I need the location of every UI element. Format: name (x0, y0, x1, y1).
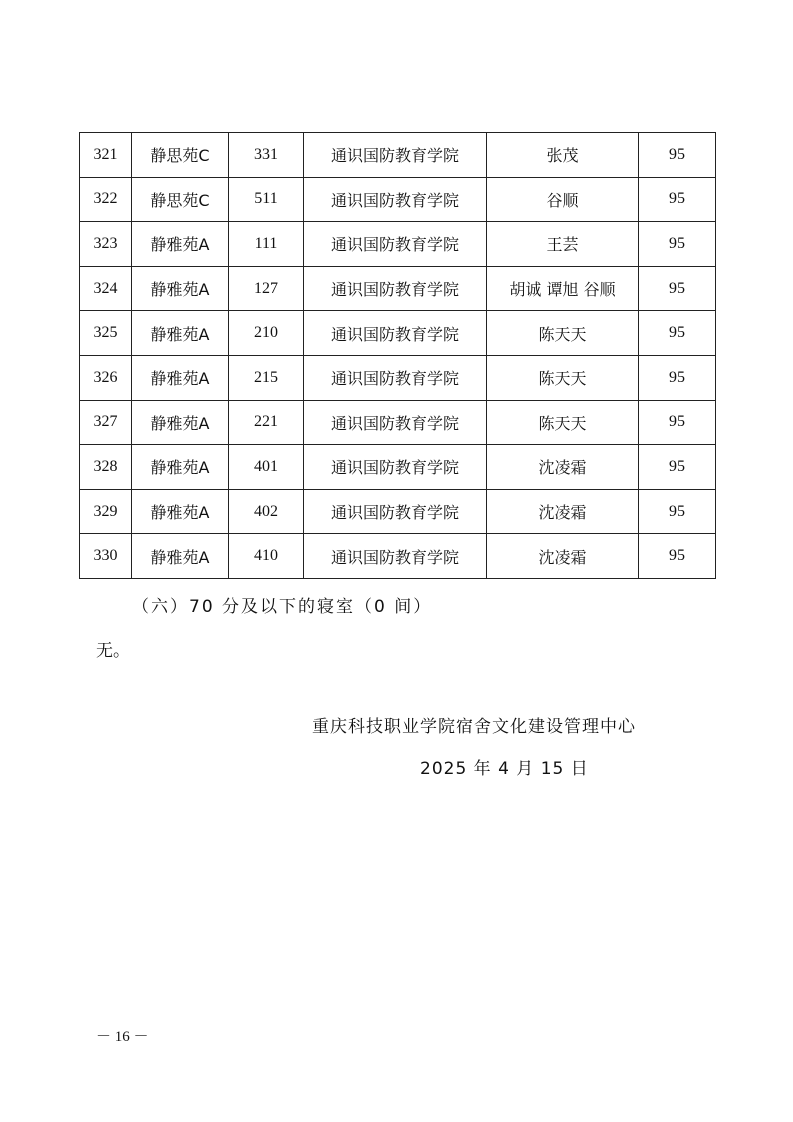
college-cell: 通识国防教育学院 (304, 311, 487, 356)
row-number-cell: 329 (80, 489, 132, 534)
row-number-cell: 322 (80, 177, 132, 222)
person-cell: 陈天天 (487, 400, 639, 445)
row-number-cell: 323 (80, 222, 132, 267)
college-cell: 通识国防教育学院 (304, 266, 487, 311)
person-cell: 陈天天 (487, 311, 639, 356)
score-cell: 95 (639, 489, 716, 534)
signature-organization: 重庆科技职业学院宿舍文化建设管理中心 (312, 717, 636, 737)
person-cell: 张茂 (487, 133, 639, 178)
score-cell: 95 (639, 177, 716, 222)
room-number-cell: 111 (229, 222, 304, 267)
college-cell: 通识国防教育学院 (304, 489, 487, 534)
college-cell: 通识国防教育学院 (304, 133, 487, 178)
row-number-cell: 326 (80, 355, 132, 400)
signature-date: 2025 年 4 月 15 日 (420, 759, 589, 779)
building-cell: 静思苑C (132, 133, 229, 178)
room-number-cell: 410 (229, 534, 304, 579)
table-row (80, 222, 716, 267)
person-cell: 沈凌霜 (487, 445, 639, 490)
college-cell: 通识国防教育学院 (304, 177, 487, 222)
room-number-cell: 215 (229, 355, 304, 400)
row-number-cell: 330 (80, 534, 132, 579)
room-number-cell: 402 (229, 489, 304, 534)
dormitory-score-table (79, 132, 716, 579)
table-row (80, 489, 716, 534)
score-cell: 95 (639, 534, 716, 579)
score-cell: 95 (639, 222, 716, 267)
row-number-cell: 324 (80, 266, 132, 311)
table-row (80, 266, 716, 311)
table-row (80, 311, 716, 356)
table-row (80, 400, 716, 445)
score-cell: 95 (639, 133, 716, 178)
room-number-cell: 221 (229, 400, 304, 445)
building-cell: 静雅苑A (132, 355, 229, 400)
score-cell: 95 (639, 400, 716, 445)
room-number-cell: 127 (229, 266, 304, 311)
building-cell: 静雅苑A (132, 445, 229, 490)
room-number-cell: 210 (229, 311, 304, 356)
college-cell: 通识国防教育学院 (304, 355, 487, 400)
person-cell: 沈凌霜 (487, 489, 639, 534)
building-cell: 静雅苑A (132, 222, 229, 267)
row-number-cell: 325 (80, 311, 132, 356)
table-row (80, 445, 716, 490)
row-number-cell: 327 (80, 400, 132, 445)
row-number-cell: 328 (80, 445, 132, 490)
score-cell: 95 (639, 311, 716, 356)
person-cell: 谷顺 (487, 177, 639, 222)
person-cell: 沈凌霜 (487, 534, 639, 579)
score-cell: 95 (639, 266, 716, 311)
table-row (80, 355, 716, 400)
table-row (80, 534, 716, 579)
building-cell: 静雅苑A (132, 266, 229, 311)
room-number-cell: 511 (229, 177, 304, 222)
building-cell: 静雅苑A (132, 489, 229, 534)
building-cell: 静雅苑A (132, 311, 229, 356)
score-cell: 95 (639, 445, 716, 490)
table-row (80, 133, 716, 178)
room-number-cell: 401 (229, 445, 304, 490)
building-cell: 静雅苑A (132, 400, 229, 445)
page-number: － 16 － (96, 1029, 149, 1045)
row-number-cell: 321 (80, 133, 132, 178)
building-cell: 静雅苑A (132, 534, 229, 579)
college-cell: 通识国防教育学院 (304, 222, 487, 267)
room-number-cell: 331 (229, 133, 304, 178)
college-cell: 通识国防教育学院 (304, 400, 487, 445)
college-cell: 通识国防教育学院 (304, 534, 487, 579)
building-cell: 静思苑C (132, 177, 229, 222)
score-cell: 95 (639, 355, 716, 400)
person-cell: 王芸 (487, 222, 639, 267)
section-body-text: 无。 (96, 641, 130, 661)
person-cell: 胡诚 谭旭 谷顺 (487, 266, 639, 311)
table-row (80, 177, 716, 222)
table-body (80, 133, 716, 579)
college-cell: 通识国防教育学院 (304, 445, 487, 490)
section-heading: （六）70 分及以下的寝室（0 间） (132, 597, 433, 617)
person-cell: 陈天天 (487, 355, 639, 400)
